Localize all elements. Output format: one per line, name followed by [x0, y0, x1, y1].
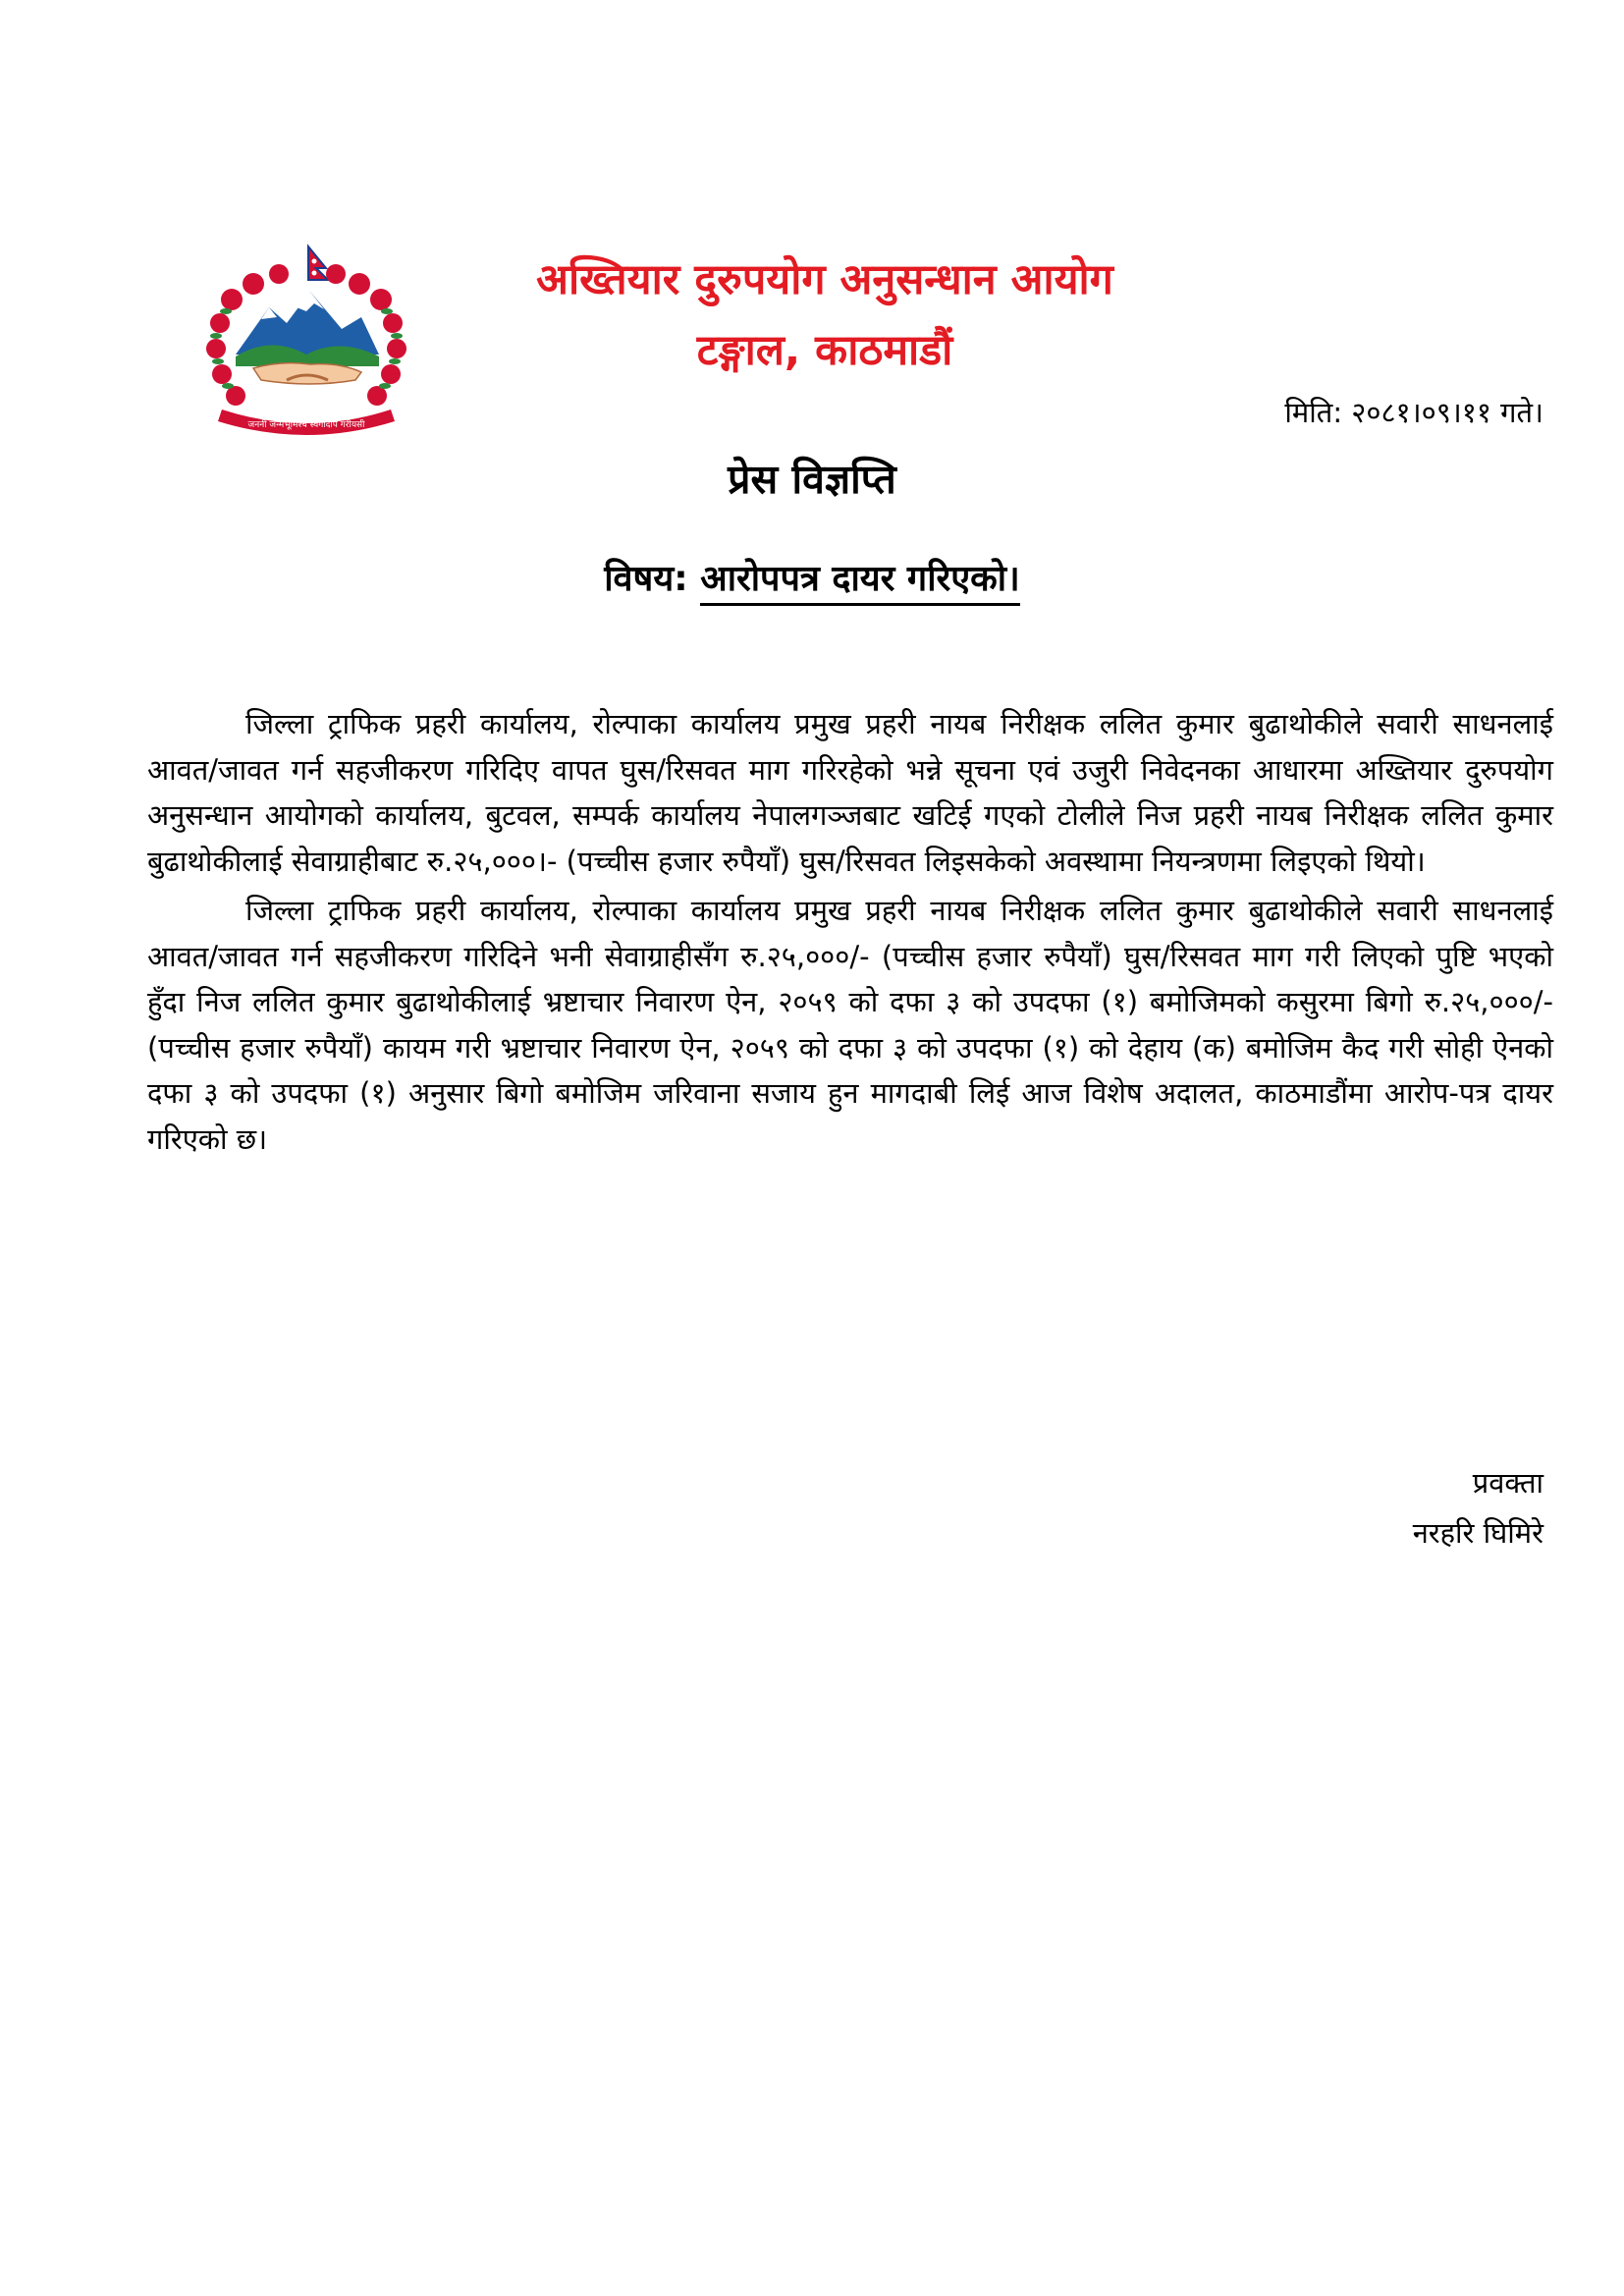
- emblem-motto: जननी जन्मभूमिश्च स्वर्गादपि गरीयसी: [247, 420, 365, 430]
- date-line: मिति: २०८१।०९।११ गते।: [1284, 396, 1543, 429]
- organization-name: अख्तियार दुरुपयोग अनुसन्धान आयोग: [536, 255, 1113, 304]
- signature-name: नरहरि घिमिरे: [1412, 1516, 1543, 1550]
- subject-value: आरोपपत्र दायर गरिएको।: [700, 559, 1020, 606]
- press-release-title: प्रेस विज्ञप्ति: [728, 456, 896, 503]
- signature-role: प्रवक्ता: [1472, 1466, 1543, 1500]
- subject-line: [0, 554, 1624, 605]
- press-release-body: [147, 701, 1553, 1166]
- subject-label: विषय:: [604, 559, 688, 599]
- organization-location: टङ्गाल, काठमाडौं: [696, 326, 953, 375]
- body-paragraph-2: जिल्ला ट्राफिक प्रहरी कार्यालय, रोल्पाका कार्यालय प्रमुख प्रहरी नायब निरीक्षक ललित कुमार बुढाथोकीले सवारी साधनलाई आवत/जावत गर्न सहजीकरण गरिदिने भनी सेवाग्राहीसँग रु.२५,०००/- (पच्चीस हजार रुपैयाँ) घुस/रिसवत माग गरी लिएको पुष्टि भएको हुँदा निज ललित कुमार बुढाथोकीलाई भ्रष्टाचार निवारण ऐन, २०५९ को दफा ३ को उपदफा (१) बमोजिमको कसुरमा बिगो रु.२५,०००/- (पच्चीस हजार रुपैयाँ) कायम गरी भ्रष्टाचार निवारण ऐन, २०५९ को दफा ३ को उपदफा (१) को देहाय (क) बमोजिम कैद गरी सोही ऐनको दफा ३ को उपदफा (१) अनुसार बिगो बमोजिम जरिवाना सजाय हुन मागदाबी लिई आज विशेष अदालत, काठमाडौंमा आरोप-पत्र दायर गरिएको छ।: [147, 894, 1553, 1156]
- signature-block: [1413, 1458, 1543, 1558]
- nepal-emblem-logo: [192, 241, 418, 442]
- body-paragraph-1: जिल्ला ट्राफिक प्रहरी कार्यालय, रोल्पाका कार्यालय प्रमुख प्रहरी नायब निरीक्षक ललित कुमार बुढाथोकीले सवारी साधनलाई आवत/जावत गर्न सहजीकरण गरिदिए वापत घुस/रिसवत माग गरिरहेको भन्ने सूचना एवं उजुरी निवेदनका आधारमा अख्तियार दुरुपयोग अनुसन्धान आयोगको कार्यालय, बुटवल, सम्पर्क कार्यालय नेपालगञ्जबाट खटिई गएको टोलीले निज प्रहरी नायब निरीक्षक ललित कुमार बुढाथोकीलाई सेवाग्राहीबाट रु.२५,०००।- (पच्चीस हजार रुपैयाँ) घुस/रिसवत लिइसकेको अवस्थामा नियन्त्रणमा लिइएको थियो।: [147, 707, 1553, 878]
